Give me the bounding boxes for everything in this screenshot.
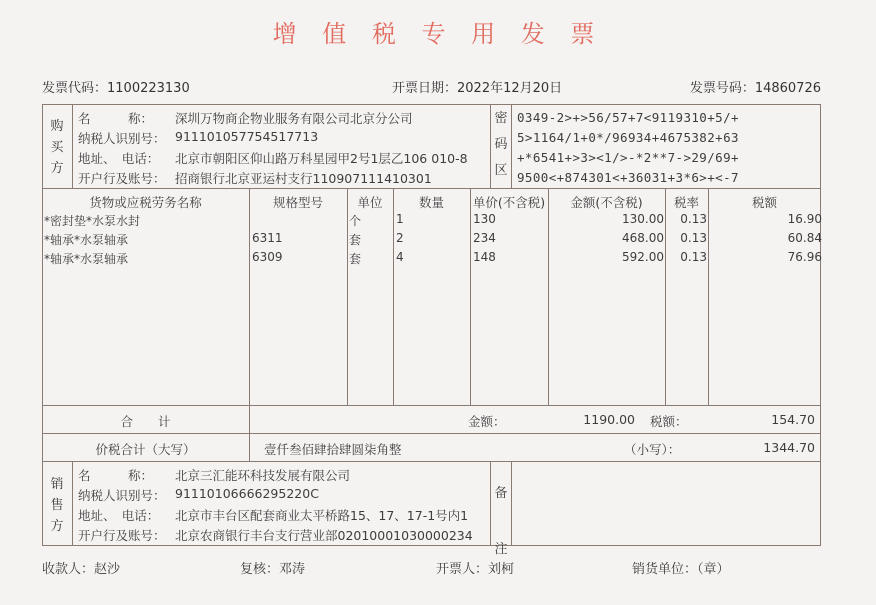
row-price: 148 [473, 250, 496, 264]
seller-tax-id: 91110106666295220C [175, 486, 319, 501]
row-unit: 个 [349, 214, 362, 228]
cipher-line: +*6541+>3><1/>-*2**7->29/69+ [517, 150, 739, 165]
cipher-line: 9500<+874301<+36031+3*6>+<-7 [517, 170, 739, 185]
row-tax: 16.90 [787, 212, 822, 226]
row-price: 234 [473, 231, 496, 245]
row-spec: 6309 [252, 250, 283, 264]
side-char: 销 [50, 477, 64, 492]
totals-label: 合 计 [120, 414, 171, 429]
row-name: *密封垫*水泵水封 [44, 214, 141, 228]
row-name: *轴承*水泵轴承 [44, 252, 129, 266]
issuer-value: 刘柯 [488, 562, 515, 577]
invoice-title: 增 值 税 专 用 发 票 [272, 20, 604, 48]
buyer-bank-label: 开户行及账号： [78, 171, 166, 186]
seller-name: 北京三汇能环科技发展有限公司 [175, 468, 351, 483]
col-header-tax: 税额 [751, 195, 777, 210]
divider [42, 433, 821, 434]
buyer-tax-id: 911101057754517713 [175, 129, 319, 144]
col-header-rate: 税率 [673, 195, 699, 210]
divider [72, 461, 73, 546]
invoice-number [690, 77, 821, 96]
row-qty: 2 [396, 231, 404, 245]
reviewer [240, 558, 305, 577]
issuer-label: 开票人： [436, 562, 489, 577]
row-tax: 60.84 [787, 231, 822, 245]
buyer-name: 深圳万物商企物业服务有限公司北京分公司 [175, 111, 413, 126]
buyer-address: 北京市朝阳区仰山路万科星园甲2号1层乙106 010-8 [175, 151, 468, 166]
row-rate: 0.13 [680, 231, 707, 245]
col-header-spec: 规格型号 [272, 195, 323, 210]
row-tax: 76.96 [787, 250, 822, 264]
payee-value: 赵沙 [94, 562, 121, 577]
invoice-code-label: 发票代码： [42, 81, 108, 96]
divider [470, 188, 471, 405]
invoice-date-label: 开票日期： [392, 81, 458, 96]
buyer-bank: 招商银行北京亚运村支行110907111410301 [175, 171, 432, 186]
row-qty: 4 [396, 250, 404, 264]
invoice-date-value: 2022年12月20日 [457, 81, 563, 96]
cipher-line: 0349-2>+>56/57+7<9119310+5/+ [517, 110, 739, 125]
row-spec: 6311 [252, 231, 283, 245]
side-char: 售 [50, 498, 64, 513]
seller-bank-label: 开户行及账号： [78, 528, 166, 543]
side-char: 买 [50, 140, 64, 155]
row-amount: 130.00 [622, 212, 664, 226]
invoice-code [42, 77, 190, 96]
buyer-tax-label: 纳税人识别号： [78, 131, 166, 146]
row-amount: 592.00 [622, 250, 664, 264]
side-char: 码 [494, 137, 508, 152]
row-amount: 468.00 [622, 231, 664, 245]
buyer-addr-label: 地址、 电话： [78, 151, 160, 166]
totals-amount-label: 金额： [468, 414, 506, 429]
col-header-amount: 金额(不含税) [570, 195, 643, 210]
row-name: *轴承*水泵轴承 [44, 233, 129, 247]
seller-side-label [42, 474, 72, 537]
divider [249, 405, 250, 461]
totals-tax: 154.70 [771, 412, 815, 427]
row-price: 130 [473, 212, 496, 226]
row-rate: 0.13 [680, 250, 707, 264]
side-char: 方 [50, 519, 64, 534]
side-char: 方 [50, 161, 64, 176]
totals-tax-label: 税额： [650, 414, 688, 429]
payee [42, 558, 120, 577]
grand-total-small: 1344.70 [763, 440, 815, 455]
row-rate: 0.13 [680, 212, 707, 226]
divider [347, 188, 348, 405]
reviewer-label: 复核： [240, 562, 280, 577]
seller-bank: 北京农商银行丰台支行营业部0201000103000023​4 [175, 528, 473, 543]
col-header-qty: 数量 [418, 195, 444, 210]
seller-unit-seal: 销货单位：（章） [632, 562, 730, 577]
reviewer-value: 邓涛 [279, 562, 306, 577]
grand-total-words: 壹仟叁佰肆拾肆圆柒角整 [264, 442, 402, 457]
issuer [436, 558, 514, 577]
col-header-price: 单价(不含税) [472, 195, 546, 210]
side-char: 区 [494, 163, 508, 178]
divider [72, 104, 73, 188]
grand-total-small-label: （小写）： [624, 442, 681, 457]
col-header-name: 货物或应税劳务名称 [89, 195, 202, 210]
row-unit: 套 [349, 252, 362, 266]
buyer-name-label: 名 称： [78, 111, 154, 126]
invoice-code-value: 1100223130 [107, 81, 190, 96]
divider [42, 188, 821, 189]
side-char: 备 [494, 486, 508, 501]
invoice-number-label: 发票号码： [689, 81, 755, 96]
divider [249, 188, 250, 405]
invoice-number-value: 14860726 [754, 81, 821, 96]
cipher-side-label [486, 106, 516, 184]
side-char: 注 [494, 542, 508, 557]
seller-address: 北京市丰台区配套商业太平桥路15、17、17-1号内1 [175, 508, 469, 523]
col-header-unit: 单位 [357, 195, 383, 210]
seller-addr-label: 地址、 电话： [78, 508, 160, 523]
seller-tax-label: 纳税人识别号： [78, 488, 166, 503]
invoice-date [392, 77, 562, 96]
side-char: 购 [50, 119, 64, 134]
seller-name-label: 名 称： [78, 468, 154, 483]
cipher-line: 5>1164/1+0*/96934+4675382+63 [517, 130, 739, 145]
totals-amount: 1190.00 [583, 412, 635, 427]
row-qty: 1 [396, 212, 404, 226]
buyer-side-label [42, 116, 72, 179]
divider [42, 461, 821, 462]
grand-total-label: 价税合计（大写） [95, 442, 196, 457]
payee-label: 收款人： [42, 562, 95, 577]
side-char: 密 [494, 111, 508, 126]
row-unit: 套 [349, 233, 362, 247]
divider [393, 188, 394, 405]
divider [42, 405, 821, 406]
